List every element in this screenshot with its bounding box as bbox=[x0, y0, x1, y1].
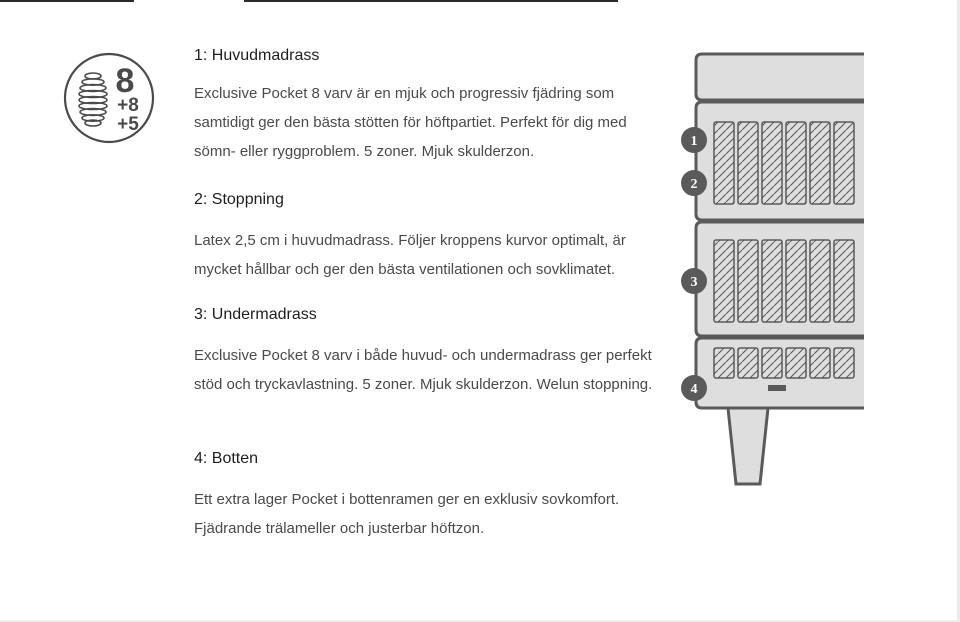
marker-4-label: 4 bbox=[690, 382, 698, 397]
section-text: Exclusive Pocket 8 varv är en mjuk och progressiv fjädring som samtidigt ger den bästa stötten för höftpartiet. Perfekt för dig med sömn- eller ryggproblem. 5 zoner. Mjuk skulderzon. bbox=[194, 85, 627, 160]
section-title: 4: Botten bbox=[194, 450, 259, 467]
section-undermadrass bbox=[194, 303, 664, 399]
section-text: Exclusive Pocket 8 varv i både huvud- och undermadrass ger perfekt stöd och tryckavlastning. 5 zoner. Mjuk skulderzon. Welun stoppning. bbox=[194, 347, 653, 393]
section-title: 1: Huvudmadrass bbox=[194, 47, 320, 64]
bed-leg bbox=[728, 408, 768, 484]
top-divider-right bbox=[244, 0, 618, 2]
base-strap bbox=[768, 385, 786, 391]
section-stoppning bbox=[194, 188, 664, 284]
marker-2-label: 2 bbox=[690, 177, 698, 192]
marker-1-label: 1 bbox=[690, 134, 698, 149]
section-text: Ett extra lager Pocket i bottenramen ger en exklusiv sovkomfort. Fjädrande trälameller och justerbar höftzon. bbox=[194, 491, 620, 537]
section-title: 3: Undermadrass bbox=[194, 306, 317, 323]
badge-line3: +5 bbox=[117, 114, 139, 135]
badge-line2: +8 bbox=[117, 95, 139, 116]
section-title: 2: Stoppning bbox=[194, 191, 284, 208]
section-huvudmadrass bbox=[194, 44, 664, 166]
marker-3-label: 3 bbox=[690, 275, 698, 290]
bed-cross-section-diagram bbox=[678, 50, 864, 490]
top-divider-left bbox=[0, 0, 134, 2]
section-text: Latex 2,5 cm i huvudmadrass. Följer kroppens kurvor optimalt, är mycket hållbar och ger den bästa ventilationen och sovklimatet. bbox=[194, 232, 626, 278]
spring-count-badge bbox=[63, 52, 155, 144]
topper-layer bbox=[696, 54, 864, 100]
section-botten bbox=[194, 447, 664, 543]
badge-main-number: 8 bbox=[115, 62, 135, 100]
